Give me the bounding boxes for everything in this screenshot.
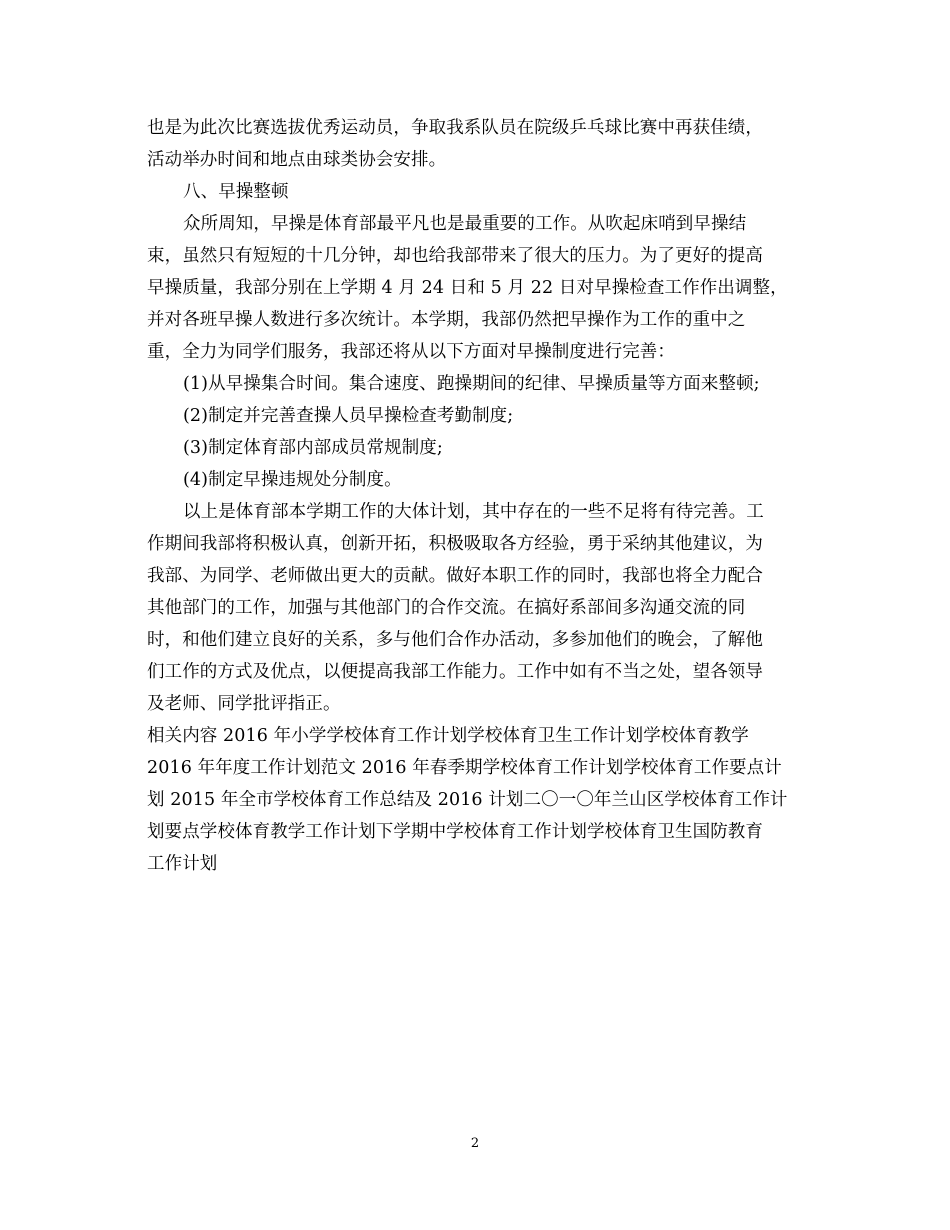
related-content-line: 2016 年年度工作计划范文 2016 年春季期学校体育工作计划学校体育工作要点计	[147, 758, 782, 778]
text-line: 重，全力为同学们服务，我部还将从以下方面对早操制度进行完善：	[147, 342, 675, 362]
text-line: 束，虽然只有短短的十几分钟，却也给我部带来了很大的压力。为了更好的提高	[147, 246, 763, 266]
text-line: 作期间我部将积极认真，创新开拓，积极吸取各方经验，勇于采纳其他建议，为	[147, 534, 763, 554]
text-line: 并对各班早操人数进行多次统计。本学期，我部仍然把早操作为工作的重中之	[147, 310, 746, 330]
list-item: (3)制定体育部内部成员常规制度;	[183, 438, 443, 458]
text-line: 我部、为同学、老师做出更大的贡献。做好本职工作的同时，我部也将全力配合	[147, 566, 763, 586]
text-line: 活动举办时间和地点由球类协会安排。	[147, 150, 447, 170]
related-content-line: 工作计划	[147, 854, 218, 874]
page-number: 2	[470, 1136, 480, 1151]
list-item: (1)从早操集合时间。集合速度、跑操期间的纪律、早操质量等方面来整顿;	[183, 374, 760, 394]
text-line: 时，和他们建立良好的关系，多与他们合作办活动，多参加他们的晚会，了解他	[147, 630, 763, 650]
text-line: 众所周知，早操是体育部最平凡也是最重要的工作。从吹起床哨到早操结	[183, 214, 747, 234]
text-line: 们工作的方式及优点，以便提高我部工作能力。工作中如有不当之处，望各领导	[147, 662, 763, 682]
related-content-line: 相关内容 2016 年小学学校体育工作计划学校体育卫生工作计划学校体育教学	[147, 726, 749, 746]
related-content-line: 划要点学校体育教学工作计划下学期中学校体育工作计划学校体育卫生国防教育	[147, 822, 763, 842]
text-line: 其他部门的工作，加强与其他部门的合作交流。在搞好系部间多沟通交流的同	[147, 598, 746, 618]
section-heading: 八、早操整顿	[183, 182, 289, 202]
text-line: 也是为此次比赛选拔优秀运动员，争取我系队员在院级乒乓球比赛中再获佳绩，	[147, 118, 763, 138]
list-item: (4)制定早操违规处分制度。	[183, 470, 402, 490]
text-line: 以上是体育部本学期工作的大体计划，其中存在的一些不足将有待完善。工	[183, 502, 764, 522]
text-line: 及老师、同学批评指正。	[147, 694, 341, 714]
related-content-line: 划 2015 年全市学校体育工作总结及 2016 计划二〇一〇年兰山区学校体育工作计	[147, 790, 788, 810]
text-line: 早操质量，我部分别在上学期 4 月 24 日和 5 月 22 日对早操检查工作作出调整，	[147, 278, 788, 298]
list-item: (2)制定并完善查操人员早操检查考勤制度;	[183, 406, 514, 426]
document-body	[147, 112, 807, 880]
